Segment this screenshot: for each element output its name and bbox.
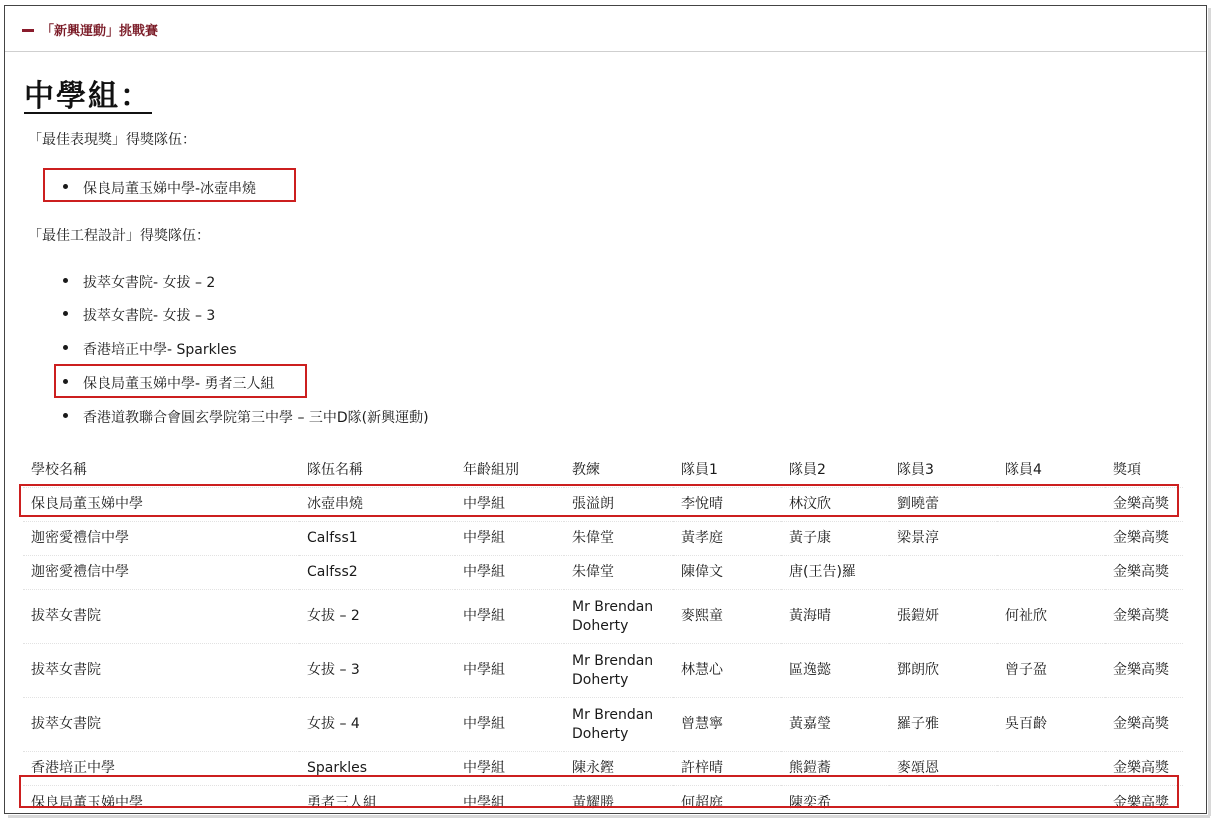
cell-team: 勇者三人組 [299, 786, 455, 815]
best-engineering-item: 保良局董玉娣中學- 勇者三人組 [63, 373, 275, 393]
cell-member4: 何祉欣 [997, 590, 1105, 644]
cell-member1: 李悅晴 [673, 488, 781, 522]
section-header[interactable] [5, 6, 1206, 52]
table-row [23, 590, 1183, 644]
cell-age-group: 中學組 [455, 698, 564, 752]
cell-team: 女拔 – 3 [299, 644, 455, 698]
cell-school: 保良局董玉娣中學 [23, 786, 299, 815]
highlight-box [19, 484, 1179, 517]
cell-coach: 朱偉堂 [564, 522, 673, 556]
cell-award: 金樂高獎 [1105, 522, 1183, 556]
cell-member3: 梁景淳 [889, 522, 997, 556]
column-header-member1: 隊員1 [673, 454, 781, 488]
cell-age-group: 中學組 [455, 786, 564, 815]
cell-award: 金樂高獎 [1105, 752, 1183, 786]
cell-member3 [889, 556, 997, 590]
cell-member2: 黃子康 [781, 522, 889, 556]
highlight-box [43, 168, 296, 202]
column-header-school: 學校名稱 [23, 454, 299, 488]
table-row [23, 522, 1183, 556]
cell-age-group: 中學組 [455, 644, 564, 698]
cell-coach: 朱偉堂 [564, 556, 673, 590]
cell-award: 金樂高獎 [1105, 488, 1183, 522]
table-row [23, 698, 1183, 752]
cell-school: 拔萃女書院 [23, 698, 299, 752]
column-header-coach: 教練 [564, 454, 673, 488]
cell-coach: Mr Brendan Doherty [564, 698, 673, 752]
cell-award: 金樂高獎 [1105, 590, 1183, 644]
cell-team: 冰壺串燒 [299, 488, 455, 522]
cell-coach: 張溢朗 [564, 488, 673, 522]
cell-team: 女拔 – 2 [299, 590, 455, 644]
cell-member2: 黃嘉瑩 [781, 698, 889, 752]
column-header-award: 獎項 [1105, 454, 1183, 488]
best-engineering-item: 香港培正中學- Sparkles [63, 339, 237, 359]
cell-member2: 熊鎧蕎 [781, 752, 889, 786]
cell-member4: 吳百齡 [997, 698, 1105, 752]
cell-school: 迦密愛禮信中學 [23, 522, 299, 556]
collapse-dash-icon[interactable] [22, 29, 34, 32]
content-frame [4, 5, 1207, 814]
cell-school: 拔萃女書院 [23, 644, 299, 698]
cell-member1: 黃孝庭 [673, 522, 781, 556]
best-engineering-label: 「最佳工程設計」得獎隊伍： [28, 228, 210, 244]
cell-member4 [997, 556, 1105, 590]
best-engineering-item: 香港道教聯合會圓玄學院第三中學 – 三中D隊(新興運動) [63, 407, 429, 427]
cell-member1: 林慧心 [673, 644, 781, 698]
cell-member2: 黃海晴 [781, 590, 889, 644]
cell-coach: 陳永鏗 [564, 752, 673, 786]
cell-team: Sparkles [299, 752, 455, 786]
cell-coach: Mr Brendan Doherty [564, 644, 673, 698]
cell-member1: 陳偉文 [673, 556, 781, 590]
cell-team: 女拔 – 4 [299, 698, 455, 752]
column-header-member4: 隊員4 [997, 454, 1105, 488]
cell-award: 金樂高獎 [1105, 644, 1183, 698]
table-row [23, 556, 1183, 590]
cell-member3: 羅子雅 [889, 698, 997, 752]
cell-member1: 曾慧寧 [673, 698, 781, 752]
cell-age-group: 中學組 [455, 522, 564, 556]
cell-age-group: 中學組 [455, 556, 564, 590]
cell-member4: 曾子盈 [997, 644, 1105, 698]
cell-member3: 麥頌恩 [889, 752, 997, 786]
cell-award: 金樂高獎 [1105, 786, 1183, 815]
cell-award: 金樂高獎 [1105, 556, 1183, 590]
cell-school: 保良局董玉娣中學 [23, 488, 299, 522]
cell-team: Calfss2 [299, 556, 455, 590]
highlight-box [54, 364, 307, 398]
cell-member1: 麥熙童 [673, 590, 781, 644]
cell-school: 拔萃女書院 [23, 590, 299, 644]
cell-award: 金樂高獎 [1105, 698, 1183, 752]
cell-member2: 區逸懿 [781, 644, 889, 698]
cell-member2: 林汶欣 [781, 488, 889, 522]
cell-school: 香港培正中學 [23, 752, 299, 786]
cell-member2: 陳奕希 [781, 786, 889, 815]
cell-coach: 黃耀勝 [564, 786, 673, 815]
best-performance-label: 「最佳表現獎」得獎隊伍： [28, 132, 196, 148]
cell-member1: 何超庭 [673, 786, 781, 815]
cell-member4 [997, 522, 1105, 556]
column-header-member3: 隊員3 [889, 454, 997, 488]
best-performance-item: 保良局董玉娣中學-冰壺串燒 [63, 178, 256, 198]
cell-age-group: 中學組 [455, 752, 564, 786]
table-row [23, 644, 1183, 698]
best-engineering-item: 拔萃女書院- 女拔 – 2 [63, 272, 215, 292]
cell-coach: Mr Brendan Doherty [564, 590, 673, 644]
cell-age-group: 中學組 [455, 590, 564, 644]
table-header-row [23, 454, 1183, 488]
cell-age-group: 中學組 [455, 488, 564, 522]
cell-team: Calfss1 [299, 522, 455, 556]
cell-member3: 張鎧妍 [889, 590, 997, 644]
highlight-box [19, 775, 1179, 808]
cell-member1: 許梓晴 [673, 752, 781, 786]
section-header-title[interactable]: 「新興運動」挑戰賽 [41, 24, 159, 39]
best-engineering-item: 拔萃女書院- 女拔 – 3 [63, 305, 215, 325]
cell-member3: 劉曉蕾 [889, 488, 997, 522]
column-header-team: 隊伍名稱 [299, 454, 455, 488]
column-header-age-group: 年齡組別 [455, 454, 564, 488]
cell-school: 迦密愛禮信中學 [23, 556, 299, 590]
page-title: 中學組： [24, 79, 152, 114]
cell-member2: 唐(王告)羅 [781, 556, 889, 590]
cell-member3: 鄧朗欣 [889, 644, 997, 698]
column-header-member2: 隊員2 [781, 454, 889, 488]
